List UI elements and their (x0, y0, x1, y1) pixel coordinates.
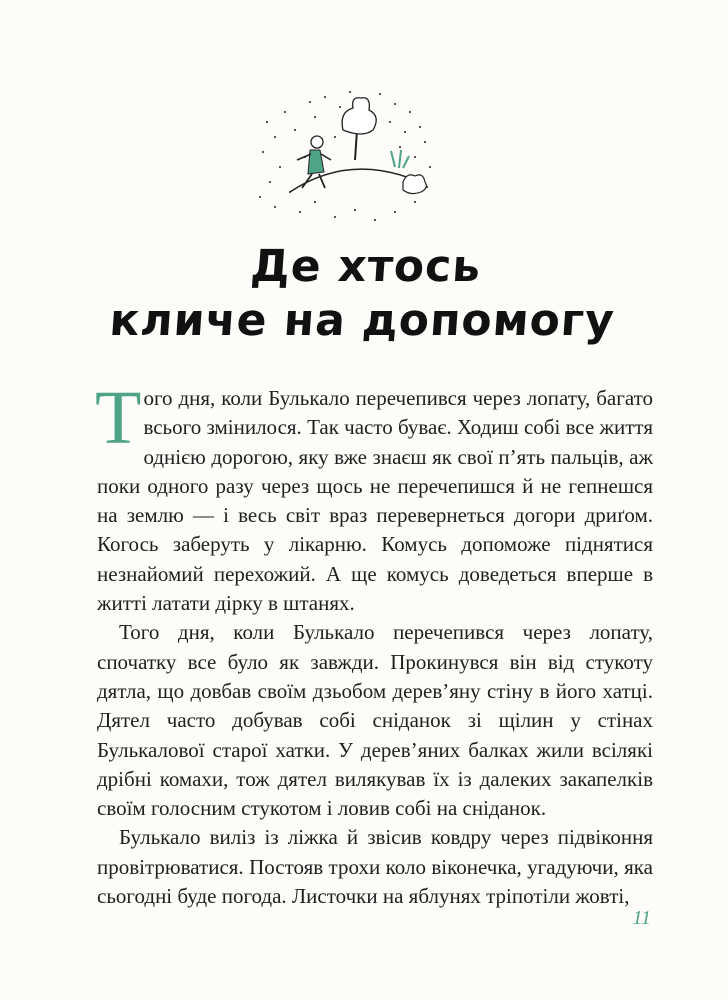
chapter-illustration (255, 82, 435, 232)
paragraph-1 (95, 376, 653, 618)
paragraph-1-text: ого дня, коли Булькало перечепився через лопату, багато всього змінилося. Так часто буває. Ходиш собі все життя однією дорогою, яку вже знаєш як свої п’ять пальців, аж поки одного разу через щось не перечепишся й не гепнешся на землю — і весь світ враз перевернеться догори дриґом. Когось заберуть у лікарню. Комусь допоможе піднятися незнайомий перехожий. А ще комусь доведеться вперше в житті латати дірку в штанях. (97, 386, 653, 616)
boy-walking-hill-tree-icon (255, 82, 435, 232)
chapter-title-line-1: Де хтось (248, 241, 483, 292)
page-number: 11 (632, 907, 651, 929)
chapter-body (95, 376, 653, 911)
paragraph-2: Того дня, коли Булькало перечепився через лопату, спочатку все було як завжди. Прокинувся він від стукоту дятла, що довбав своїм дзьобом дерев’яну стіну в його хатці. Дятел часто добував собі сніданок зі щілин у стінах Булькалової старої хатки. У дерев’яних балках жили всілякі дрібні комахи, тож дятел вилякував їх із далеких закапелків своїм голосним стукотом і ловив собі на сніданок. (97, 620, 653, 821)
chapter-title-line-2: кличе на допомогу (107, 295, 617, 346)
paragraph-3: Булькало виліз із ліжка й звісив ковдру через підвіконня провітрюватися. Постояв трохи коло віконечка, угадуючи, яка сьогодні буде погода. Листочки на яблунях тріпотіли жовті, (97, 825, 653, 909)
drop-cap: Т (95, 376, 142, 460)
chapter-title (0, 240, 728, 348)
